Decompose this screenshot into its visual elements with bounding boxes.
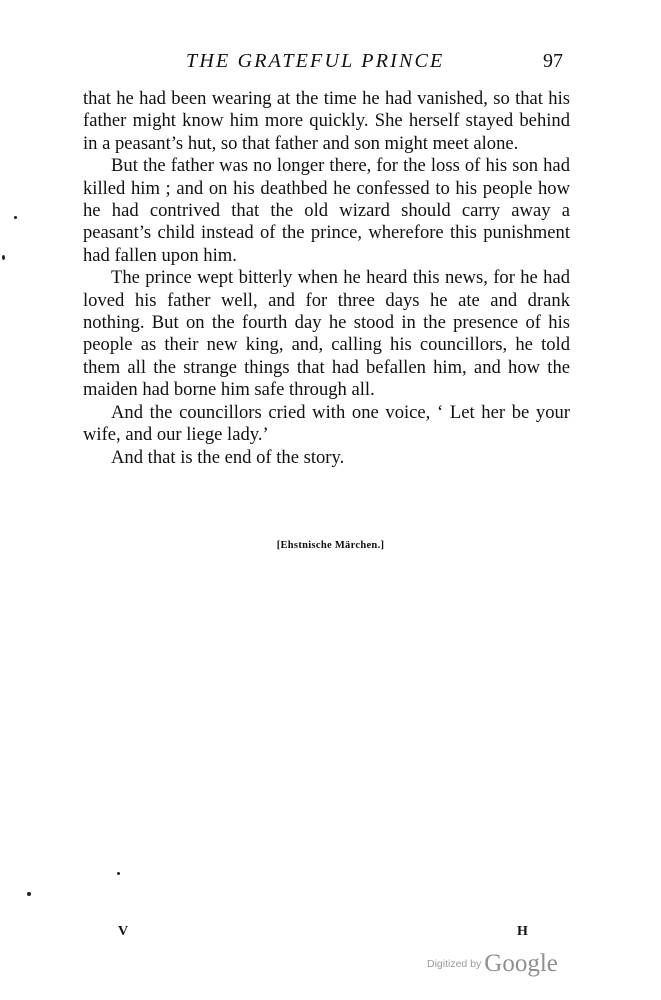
digitization-watermark: [427, 950, 558, 978]
running-header: [0, 50, 661, 76]
margin-speck: [27, 892, 31, 896]
margin-speck: [2, 255, 5, 260]
watermark-prefix: Digitized by: [427, 958, 482, 970]
paragraph: But the father was no longer there, for the loss of his son had killed him ; and on his deathbed he confessed to his people how he had contrived that the old wizard should carry away a peasant’s child instead of the prince, wherefore this punishment had fallen upon him.: [83, 155, 570, 266]
paragraph: And the councillors cried with one voice, ‘ Let her be your wife, and our liege lady.’: [83, 401, 570, 446]
paragraph: The prince wept bitterly when he heard this news, for he had loved his father well, and for three days he ate and drank nothing. But on the fourth day he stood in the presence of his people as their new king, and, calling his councillors, he told them all the strange things that had befallen him, and how the maiden had borne him safe through all.: [83, 267, 570, 401]
google-logo: Google: [484, 950, 558, 977]
paragraph: that he had been wearing at the time he had vanished, so that his father might know him more quickly. She herself stayed behind in a peasant’s hut, so that father and son might meet alone.: [83, 88, 570, 154]
source-note: [Ehstnische Märchen.]: [276, 540, 385, 551]
paragraph: And that is the end of the story.: [111, 446, 345, 468]
page-number: 97: [543, 50, 563, 72]
running-title: THE GRATEFUL PRINCE: [186, 50, 445, 72]
body-text: [83, 88, 570, 469]
signature-mark-right: H: [517, 924, 528, 939]
margin-speck: [14, 216, 17, 219]
signature-mark-left: V: [118, 924, 129, 939]
margin-speck: [117, 872, 120, 875]
